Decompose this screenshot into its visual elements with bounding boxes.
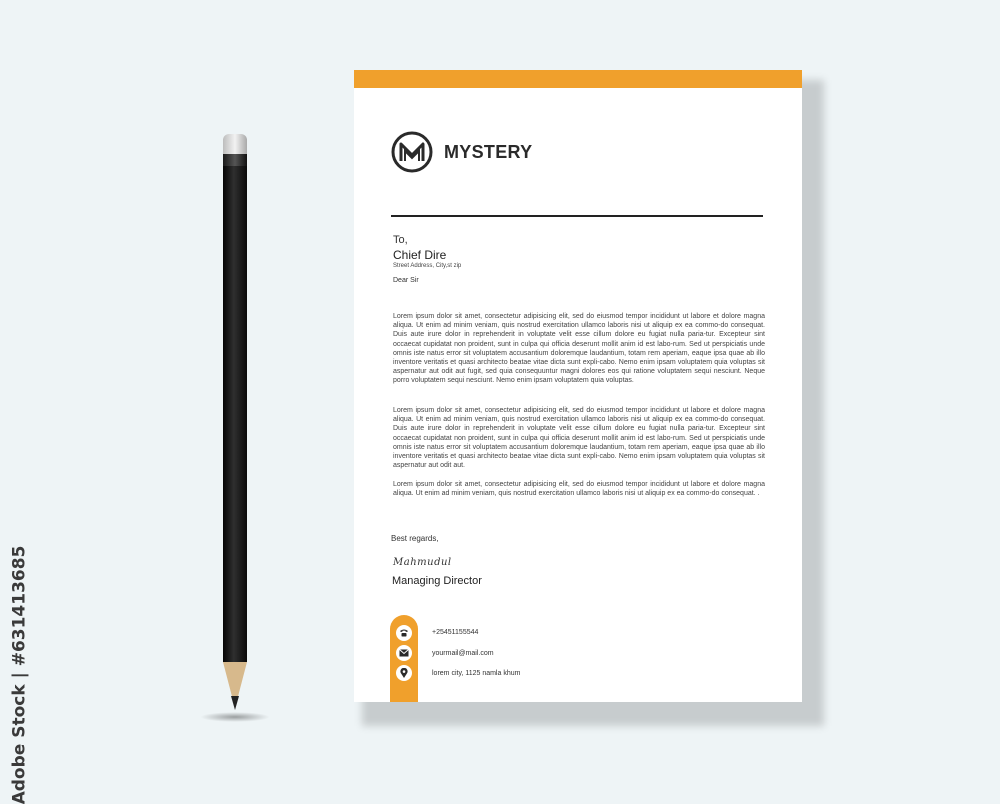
body-paragraph-2: Lorem ipsum dolor sit amet, consectetur adipisicing elit, sed do eiusmod tempor incididunt ut labore et dolore magna aliqua. Ut enim ad minim veniam, quis nostrud exercitation ullamco laboris nisi ut aliquip ex ea commo-do consequat. Duis aute irure dolor in reprehenderit in voluptate velit esse cillum dolore eu fugiat nulla paria-tur. Excepteur sint occaecat cupidatat non proident, sunt in culpa qui officia deserunt mollit anim id est labo-rum. Sed ut perspiciatis unde omnis iste natus error sit voluptatem accusantium doloremque laudantium, totam rem aperiam, eaque ipsa quae ab illo inventore veritatis et quasi architecto beatae vitae dicta sunt expli-cabo. Nemo enim ipsam voluptatem quia voluptas sit aspernatur aut odit aut.: [393, 407, 765, 470]
pencil: [223, 134, 247, 714]
pencil-lead: [231, 696, 239, 710]
pencil-eraser: [223, 134, 247, 156]
header-divider: [391, 215, 763, 217]
mail-icon: [396, 645, 412, 661]
contact-phone: +25451155544: [432, 629, 479, 636]
body-paragraph-1: Lorem ipsum dolor sit amet, consectetur adipisicing elit, sed do eiusmod tempor incididunt ut labore et dolore magna aliqua. Ut enim ad minim veniam, quis nostrud exercitation ullamco laboris nisi ut aliquip ex ea commo-do consequat. Duis aute irure dolor in reprehenderit in voluptate velit esse cillum dolore eu fugiat nulla paria-tur. Excepteur sint occaecat cupidatat non proident, sunt in culpa qui officia deserunt mollit anim id est labo-rum. Sed ut perspiciatis unde omnis iste natus error sit voluptatem accusantium doloremque laudantium, totam rem aperiam, eaque ipsa quae ab illo inventore veritatis et quasi architecto beatae vitae dicta sunt expli-cabo. Nemo enim ipsam voluptatem quia voluptas sit aspernatur aut odit aut fugit, sed quia consequuntur magni dolores eos qui ratione voluptatem sequi nesciunt. Neque porro voluptatem sequi nesciunt. Nemo enim ipsam voluptatem quia voluptas.: [393, 313, 765, 385]
pencil-body: [223, 166, 247, 662]
location-pin-icon: [396, 665, 412, 681]
body-paragraph-3: Lorem ipsum dolor sit amet, consectetur adipisicing elit, sed do eiusmod tempor incididunt ut labore et dolore magna aliqua. Ut enim ad minim veniam, quis nostrud exercitation ullamco laboris nisi ut aliquip ex ea commo-do consequat. .: [393, 481, 765, 498]
contact-address: lorem city, 1125 namla khum: [432, 670, 521, 677]
closing: Best regards,: [391, 534, 439, 543]
recipient-address: Street Address, City,st zip: [393, 263, 462, 269]
to-label: To,: [393, 234, 408, 246]
top-accent-bar: [354, 70, 802, 88]
brand-name: MYSTERY: [444, 142, 533, 162]
phone-icon: [396, 625, 412, 641]
pencil-ferrule: [223, 154, 247, 166]
brand-logo-icon: [391, 131, 433, 173]
letterhead-page: [354, 70, 802, 702]
side-watermark: [2, 545, 36, 804]
greeting: Dear Sir: [393, 277, 419, 284]
recipient-name: Chief Dire: [393, 248, 447, 262]
sender-title: Managing Director: [392, 575, 482, 587]
contact-email: yourmail@mail.com: [432, 650, 494, 657]
signature: Mahmudul: [393, 557, 452, 568]
side-watermark-text: Adobe Stock | #631413685: [9, 545, 29, 804]
